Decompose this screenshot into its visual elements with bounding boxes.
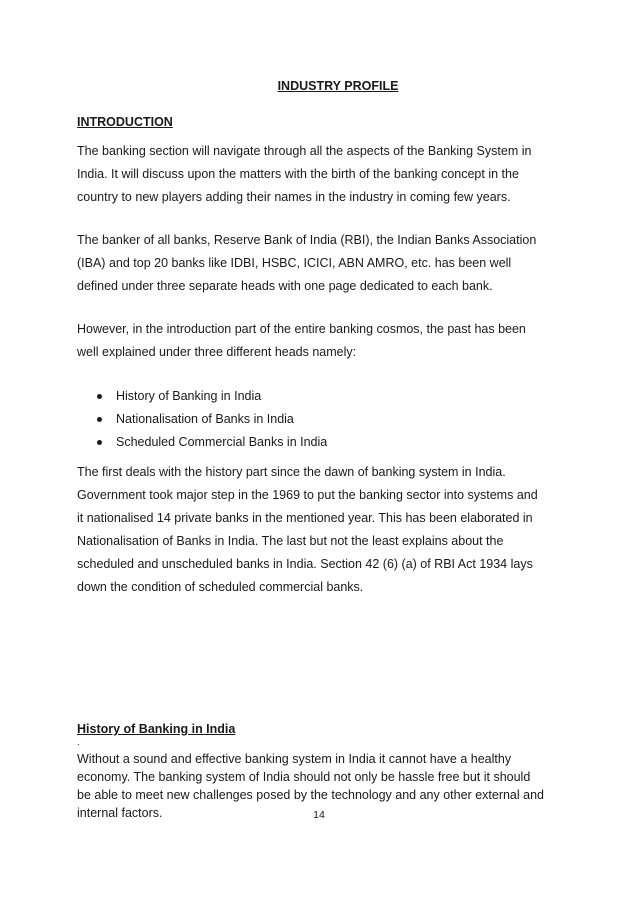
bullet-icon — [97, 394, 102, 399]
list-item — [97, 431, 327, 454]
intro-paragraph-3 — [77, 318, 567, 364]
list-item — [97, 408, 327, 431]
text-line: The first deals with the history part since the dawn of banking system in India. — [77, 465, 506, 479]
introduction-heading: INTRODUCTION — [77, 115, 173, 129]
bullet-icon — [97, 440, 102, 445]
text-line: defined under three separate heads with one page dedicated to each bank. — [77, 279, 493, 293]
list-item — [97, 385, 327, 408]
list-item-label: History of Banking in India — [116, 389, 262, 403]
text-line: down the condition of scheduled commercial banks. — [77, 580, 364, 594]
list-item-label: Scheduled Commercial Banks in India — [116, 435, 328, 449]
heads-bullet-list — [97, 385, 327, 454]
text-line: economy. The banking system of India should not only be hassle free but it should — [77, 770, 531, 784]
intro-paragraph-2 — [77, 229, 567, 298]
bullet-icon — [97, 417, 102, 422]
text-line: However, in the introduction part of the entire banking cosmos, the past has been — [77, 322, 526, 336]
text-line: country to new players adding their names in the industry in coming few years. — [77, 190, 511, 204]
intro-paragraph-1 — [77, 140, 567, 209]
text-line: it nationalised 14 private banks in the mentioned year. This has been elaborated in — [77, 511, 533, 525]
history-heading: History of Banking in India — [77, 722, 236, 736]
text-line: The banking section will navigate through all the aspects of the Banking System in — [77, 144, 532, 158]
text-line: well explained under three different heads namely: — [77, 345, 357, 359]
text-line: Without a sound and effective banking system in India it cannot have a healthy — [77, 752, 512, 766]
text-line: be able to meet new challenges posed by the technology and any other external and — [77, 788, 544, 802]
text-line: internal factors. — [77, 806, 163, 820]
page-title: INDUSTRY PROFILE — [277, 79, 399, 93]
text-line: India. It will discuss upon the matters with the birth of the banking concept in the — [77, 167, 519, 181]
text-line: The banker of all banks, Reserve Bank of India (RBI), the Indian Banks Association — [77, 233, 537, 247]
stray-mark: . — [77, 737, 80, 748]
page-number: 14 — [313, 809, 325, 821]
text-line: Nationalisation of Banks in India. The last but not the least explains about the — [77, 534, 504, 548]
text-line: (IBA) and top 20 banks like IDBI, HSBC, ICICI, ABN AMRO, etc. has been well — [77, 256, 512, 270]
list-item-label: Nationalisation of Banks in India — [116, 412, 294, 426]
text-line: Government took major step in the 1969 to put the banking sector into systems and — [77, 488, 538, 502]
intro-paragraph-4 — [77, 461, 567, 599]
text-line: scheduled and unscheduled banks in India. Section 42 (6) (a) of RBI Act 1934 lays — [77, 557, 533, 571]
